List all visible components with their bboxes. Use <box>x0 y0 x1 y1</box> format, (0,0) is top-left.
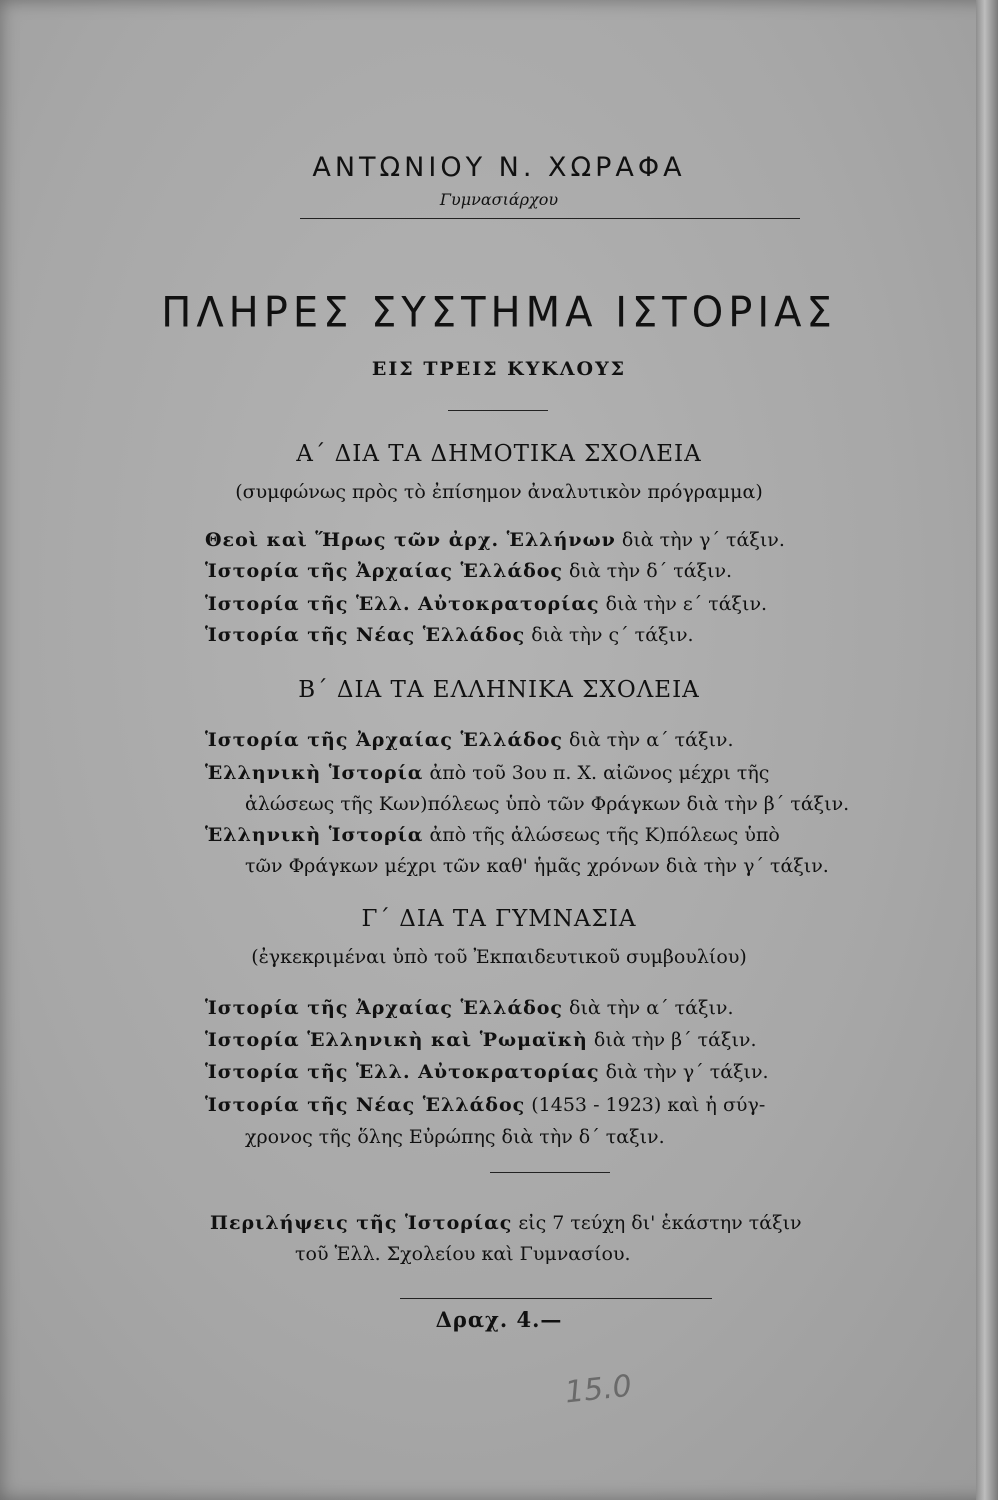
price-label: Δραχ. 4.— <box>435 1307 563 1332</box>
list-item-continuation: χρονος τῆς ὅλης Εὐρώπης διὰ τὴν δ΄ ταξιν. <box>245 1126 665 1148</box>
summary-continuation: τοῦ Ἑλλ. Σχολείου καὶ Γυμνασίου. <box>295 1243 631 1265</box>
list-item: Ἱστορία τῆς Ἑλλ. Αὐτοκρατορίας διὰ τὴν ε΄ τάξιν. <box>205 593 768 615</box>
list-item-continuation: ἁλώσεως τῆς Κων)πόλεως ὑπὸ τῶν Φράγκων διὰ τὴν β΄ τάξιν. <box>245 793 850 815</box>
list-item: Ἑλληνικὴ Ἱστορία ἀπὸ τοῦ 3ου π. Χ. αἰῶνος μέχρι τῆς <box>205 762 770 784</box>
section-a-heading: Α΄ ΔΙΑ ΤΑ ΔΗΜΟΤΙΚΑ ΣΧΟΛΕΙΑ <box>296 441 702 467</box>
section-c-heading: Γ΄ ΔΙΑ ΤΑ ΓΥΜΝΑΣΙΑ <box>361 906 637 932</box>
page-edge <box>976 0 998 1500</box>
summary-line: Περιλήψεις τῆς Ἱστορίας εἰς 7 τεύχη δι' ἑκάστην τάξιν <box>210 1212 802 1234</box>
book-title: ΠΛΗΡΕΣ ΣΥΣΤΗΜΑ ΙΣΤΟΡΙΑΣ <box>161 288 837 338</box>
pencil-annotation: 15.0 <box>563 1368 634 1411</box>
list-item: Ἱστορία τῆς Ἑλλ. Αὐτοκρατορίας διὰ τὴν γ΄ τάξιν. <box>205 1061 769 1083</box>
list-item-continuation: τῶν Φράγκων μέχρι τῶν καθ' ἡμᾶς χρόνων διὰ τὴν γ΄ τάξιν. <box>245 855 829 877</box>
list-item: Ἱστορία τῆς Νέας Ἑλλάδος διὰ τὴν ς΄ τάξιν. <box>205 624 694 646</box>
list-item: Ἑλληνικὴ Ἱστορία ἀπὸ τῆς ἁλώσεως τῆς Κ)πόλεως ὑπὸ <box>205 824 780 846</box>
divider-bottom <box>400 1298 712 1299</box>
list-item: Ἱστορία τῆς Ἀρχαίας Ἑλλάδος διὰ τὴν δ΄ τάξιν. <box>205 560 733 582</box>
author-name: ΑΝΤΩΝΙΟΥ Ν. ΧΩΡΑΦΑ <box>312 152 686 183</box>
list-item: Ἱστορία τῆς Ἀρχαίας Ἑλλάδος διὰ τὴν α΄ τάξιν. <box>205 997 734 1019</box>
section-c-note: (ἐγκεκριμέναι ὑπὸ τοῦ Ἐκπαιδευτικοῦ συμβουλίου) <box>251 946 747 968</box>
list-item: Θεοὶ καὶ Ἥρως τῶν ἀρχ. Ἑλλήνων διὰ τὴν γ΄ τάξιν. <box>205 529 785 551</box>
divider-short <box>448 410 548 411</box>
divider-mid <box>490 1172 610 1173</box>
list-item: Ἱστορία Ἑλληνικὴ καὶ Ῥωμαϊκὴ διὰ τὴν β΄ τάξιν. <box>205 1029 757 1051</box>
author-role: Γυμνασιάρχου <box>439 190 559 209</box>
list-item: Ἱστορία τῆς Νέας Ἑλλάδος (1453 - 1923) καὶ ἡ σύγ- <box>205 1094 766 1116</box>
section-a-note: (συμφώνως πρὸς τὸ ἐπίσημον ἀναλυτικὸν πρόγραμμα) <box>235 481 763 503</box>
divider-top <box>300 218 800 219</box>
book-subtitle: ΕΙΣ ΤΡΕΙΣ ΚΥΚΛΟΥΣ <box>371 358 627 380</box>
section-b-heading: Β΄ ΔΙΑ ΤΑ ΕΛΛΗΝΙΚΑ ΣΧΟΛΕΙΑ <box>298 677 700 703</box>
list-item: Ἱστορία τῆς Ἀρχαίας Ἑλλάδος διὰ τὴν α΄ τάξιν. <box>205 729 734 751</box>
